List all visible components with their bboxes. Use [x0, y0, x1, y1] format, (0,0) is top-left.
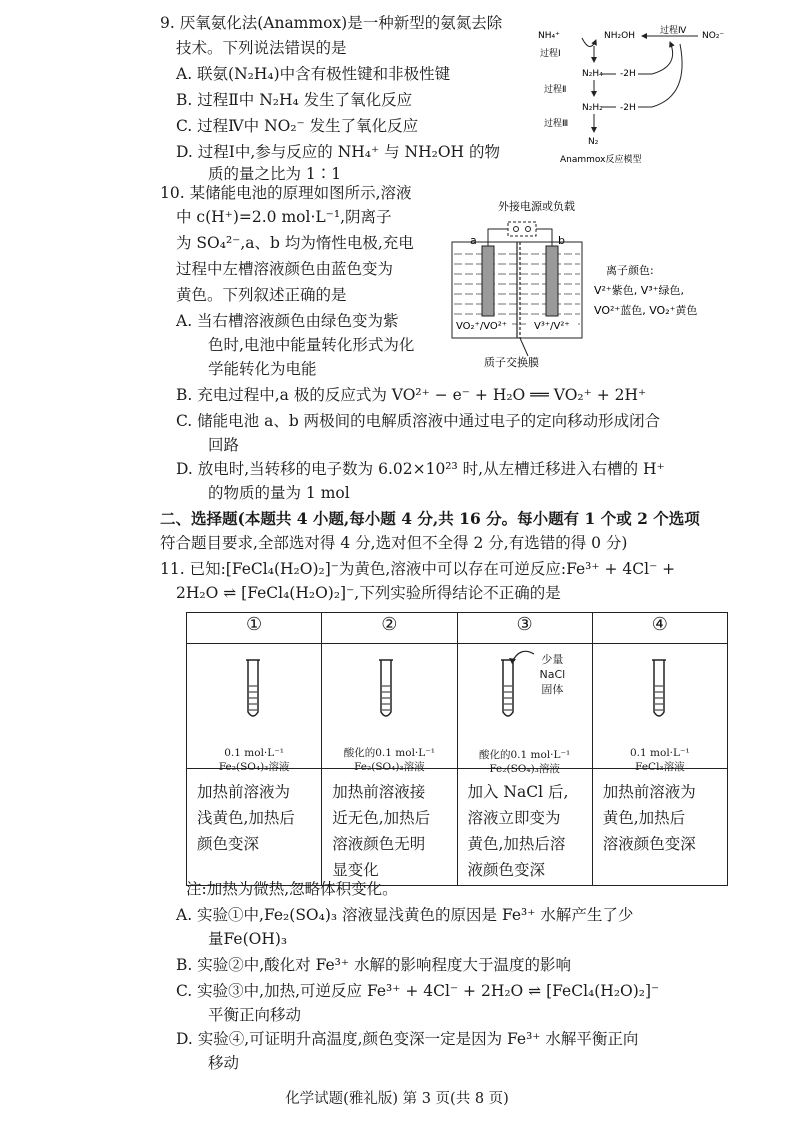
electrode-a-label: a [470, 234, 477, 247]
q11-option-c-line2: 平衡正向移动 [208, 1006, 302, 1024]
q10-stem-line5: 黄色。下列叙述正确的是 [176, 286, 347, 304]
test-tube-icon [376, 658, 396, 720]
legend-line2: VO²⁺蓝色, VO₂⁺黄色 [594, 304, 698, 317]
process1-label: 过程Ⅰ [540, 49, 561, 59]
q10-option-a-line1: A. 当右槽溶液颜色由绿色变为紫 [176, 312, 399, 330]
experiment-3-caption-line2: Fe₂(SO₄)₃溶液 [489, 763, 560, 775]
q11-note: 注:加热为微热,忽略体积变化。 [186, 880, 398, 898]
experiment-1-setup [187, 644, 322, 773]
q10-stem-line2: 中 c(H⁺)=2.0 mol·L⁻¹,阴离子 [176, 208, 392, 226]
q11-option-d-line1: D. 实验④,可证明升高温度,颜色变深一定是因为 Fe³⁺ 水解平衡正向 [176, 1030, 639, 1048]
experiment-header-1: ① [187, 613, 322, 644]
nacl-added-label: 少量 NaCl 固体 [539, 653, 566, 696]
experiment-4-caption-line2: FeCl₃溶液 [635, 761, 685, 773]
electrode-b [546, 246, 558, 316]
q9-option-d-line2: 质的量之比为 1∶1 [208, 165, 342, 183]
experiment-1-caption-line2: Fe₂(SO₄)₃溶液 [218, 761, 290, 773]
experiment-4-caption-line1: 0.1 mol·L⁻¹ [630, 747, 690, 759]
q10-option-a-line3: 学能转化为电能 [208, 360, 317, 378]
right-solution-label: V³⁺/V²⁺ [534, 321, 570, 332]
q11-stem-line2: 2H₂O ⇌ [FeCl₄(H₂O)₂]⁻,下列实验所得结论不正确的是 [176, 584, 561, 602]
anammox-diagram [530, 16, 730, 166]
experiment-1-caption-line1: 0.1 mol·L⁻¹ [224, 747, 284, 759]
no2-label: NO₂⁻ [702, 31, 725, 41]
experiment-header-3: ③ [457, 613, 592, 644]
experiment-header-4: ④ [592, 613, 727, 644]
experiment-4-setup [592, 644, 727, 773]
minus-2h-1: -2H [620, 69, 636, 79]
test-tube-icon [243, 658, 263, 720]
page-footer: 化学试题(雅礼版) 第 3 页(共 8 页) [285, 1091, 509, 1107]
experiment-1-result: 加热前溶液为 浅黄色,加热后 颜色变深 [187, 769, 322, 886]
experiment-table [186, 612, 728, 886]
experiment-3-setup [457, 644, 592, 775]
q10-option-b: B. 充电过程中,a 极的反应式为 VO²⁺ − e⁻ + H₂O ══ VO₂⁺ + 2H⁺ [176, 386, 647, 404]
q9-option-b: B. 过程Ⅱ中 N₂H₄ 发生了氧化反应 [176, 91, 413, 109]
experiment-2-caption-line1: 酸化的0.1 mol·L⁻¹ [343, 747, 435, 759]
q11-option-d-line2: 移动 [208, 1054, 240, 1072]
q10-option-d-line2: 的物质的量为 1 mol [208, 484, 350, 502]
power-source-box [508, 222, 536, 236]
q9-option-c: C. 过程Ⅳ中 NO₂⁻ 发生了氧化反应 [176, 117, 419, 135]
membrane-label: 质子交换膜 [484, 356, 539, 369]
q10-option-a-line2: 色时,电池中能量转化形式为化 [208, 336, 415, 354]
nh2oh-label: NH₂OH [604, 31, 635, 41]
legend-title: 离子颜色: [606, 264, 654, 277]
power-source-label: 外接电源或负载 [498, 200, 575, 213]
process4-label: 过程Ⅳ [660, 26, 687, 36]
test-tube-icon [649, 658, 669, 720]
curved-arrow-icon [506, 648, 536, 668]
q11-option-c-line1: C. 实验③中,加热,可逆反应 Fe³⁺ + 4Cl⁻ + 2H₂O ⇌ [FeCl₄(H₂O)₂]⁻ [176, 982, 660, 1000]
left-solution-label: VO₂⁺/VO²⁺ [456, 321, 508, 332]
q9-stem-line2: 技术。下列说法错误的是 [176, 39, 347, 57]
n2h2-label: N₂H₂ [582, 103, 603, 113]
n2-label: N₂ [588, 137, 599, 147]
experiment-header-2: ② [322, 613, 457, 644]
experiment-3-result: 加入 NaCl 后, 溶液立即变为 黄色,加热后溶 液颜色变深 [457, 769, 592, 886]
n2h4-label: N₂H₄ [582, 69, 603, 79]
section2-title-line1: 二、选择题(本题共 4 小题,每小题 4 分,共 16 分。每小题有 1 个或 2 个选项 [160, 509, 700, 528]
anammox-caption: Anammox反应模型 [560, 155, 642, 165]
experiment-2-setup [322, 644, 457, 773]
q10-stem-line3: 为 SO₄²⁻,a、b 均为惰性电极,充电 [176, 234, 414, 252]
q9-option-a: A. 联氨(N₂H₄)中含有极性键和非极性键 [176, 65, 451, 83]
process2-label: 过程Ⅱ [544, 85, 567, 95]
nh4-label: NH₄⁺ [538, 31, 560, 41]
minus-2h-2: -2H [620, 103, 636, 113]
q10-stem-line1: 10. 某储能电池的原理如图所示,溶液 [160, 184, 412, 202]
q11-option-b: B. 实验②中,酸化对 Fe³⁺ 水解的影响程度大于温度的影响 [176, 956, 572, 974]
q10-option-c-line2: 回路 [208, 436, 240, 454]
electrode-b-label: b [558, 234, 565, 247]
battery-diagram [448, 192, 728, 370]
section2-title-line2: 符合题目要求,全部选对得 4 分,选对但不全得 2 分,有选错的得 0 分) [160, 534, 628, 552]
experiment-2-caption-line2: Fe₂(SO₄)₃溶液 [354, 761, 425, 773]
q10-stem-line4: 过程中左槽溶液颜色由蓝色变为 [176, 260, 394, 278]
q11-option-a-line1: A. 实验①中,Fe₂(SO₄)₃ 溶液显浅黄色的原因是 Fe³⁺ 水解产生了少 [176, 906, 634, 924]
experiment-2-result: 加热前溶液接 近无色,加热后 溶液颜色无明 显变化 [322, 769, 457, 886]
experiment-3-caption-line1: 酸化的0.1 mol·L⁻¹ [479, 749, 571, 761]
q10-option-c-line1: C. 储能电池 a、b 两极间的电解质溶液中通过电子的定向移动形成闭合 [176, 412, 661, 430]
electrode-a [482, 246, 494, 316]
q11-option-a-line2: 量Fe(OH)₃ [208, 930, 288, 948]
q10-option-d-line1: D. 放电时,当转移的电子数为 6.02×10²³ 时,从左槽迁移进入右槽的 H⁺ [176, 460, 665, 478]
q9-stem-line1: 9. 厌氧氨化法(Anammox)是一种新型的氨氮去除 [160, 14, 503, 32]
process3-label: 过程Ⅲ [544, 119, 569, 129]
q11-stem-line1: 11. 已知:[FeCl₄(H₂O)₂]⁻为黄色,溶液中可以存在可逆反应:Fe³⁺ + 4Cl⁻ + [160, 560, 676, 578]
legend-line1: V²⁺紫色, V³⁺绿色, [594, 284, 684, 297]
q9-option-d-line1: D. 过程Ⅰ中,参与反应的 NH₄⁺ 与 NH₂OH 的物 [176, 143, 500, 161]
experiment-4-result: 加热前溶液为 黄色,加热后 溶液颜色变深 [592, 769, 727, 886]
